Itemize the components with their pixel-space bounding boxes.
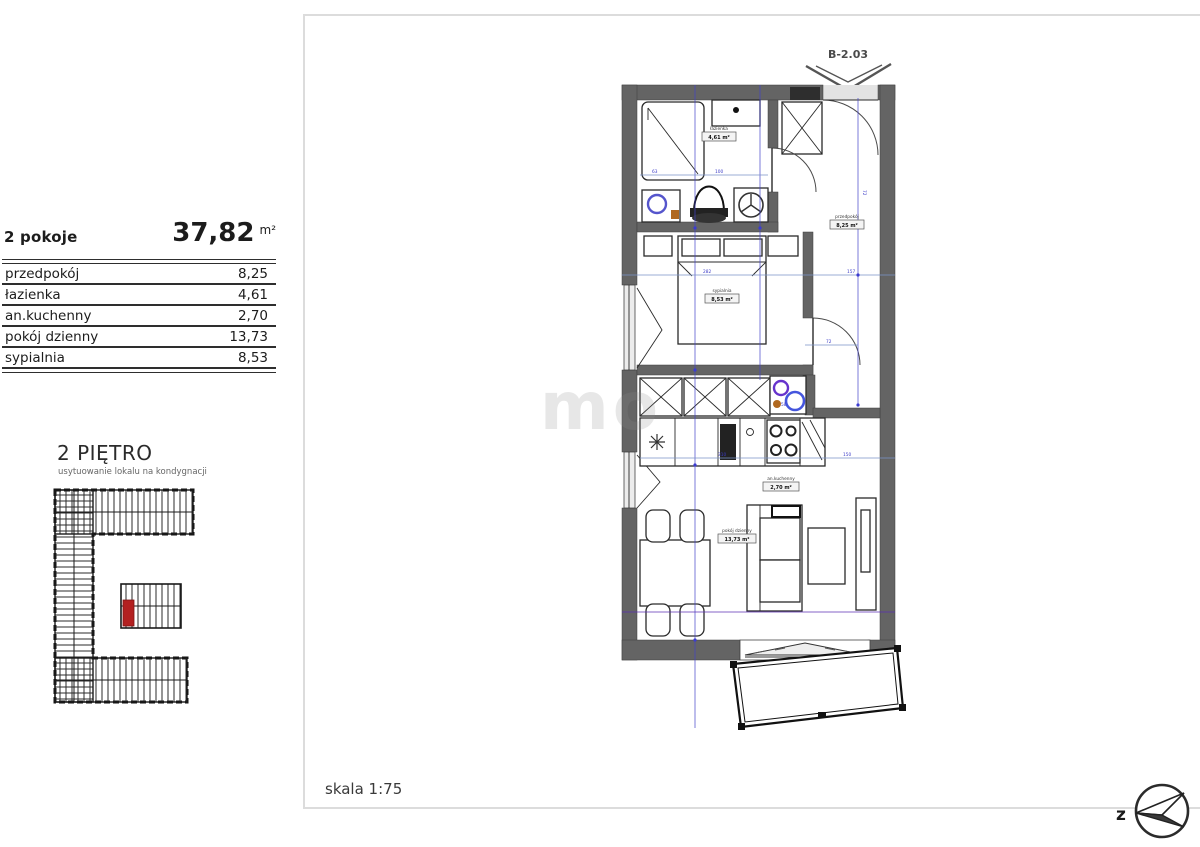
kitchen-sink-unit	[770, 376, 806, 414]
unit-number: B-2.03	[827, 48, 869, 61]
room-area: 4,61	[237, 286, 268, 303]
unit-location-marker	[123, 600, 134, 626]
table-row	[2, 348, 276, 369]
room-label-area: 13,73 m²	[724, 537, 750, 543]
washing-machine	[734, 188, 768, 222]
nightstand-right	[768, 236, 798, 256]
scale-label: skala 1:75	[325, 780, 403, 798]
dim-label: 58	[781, 403, 787, 408]
compass	[1108, 774, 1200, 847]
room-area: 8,25	[237, 265, 268, 282]
room-area: 13,73	[229, 328, 268, 345]
dim-label: 72	[861, 190, 866, 196]
sofa	[747, 505, 802, 611]
bathroom	[642, 100, 768, 223]
room-label-name: an.kuchenny	[767, 477, 795, 482]
room-label-area: 8,53 m²	[711, 297, 733, 303]
floor-title: 2 PIĘTRO	[57, 441, 153, 465]
coffee-table	[808, 528, 845, 584]
total-area-unit: m²	[259, 223, 276, 237]
entrance-door-arc	[823, 100, 878, 155]
room-name: łazienka	[5, 286, 61, 303]
room-label-area: 4,61 m²	[708, 135, 730, 141]
dim-label: 282	[703, 270, 712, 275]
room-area: 2,70	[237, 307, 268, 324]
hood-fan-icon	[649, 434, 665, 450]
room-name: sypialnia	[5, 349, 65, 366]
room-name: pokój dzienny	[5, 328, 99, 345]
floor-subtitle: usytuowanie lokalu na kondygnacji	[58, 467, 207, 477]
room-area-table-body	[2, 263, 276, 373]
unit-number-marker	[806, 48, 891, 90]
room-name: przedpokój	[5, 265, 80, 282]
compass-direction-letter: z	[1116, 805, 1126, 825]
room-label-name: przedpokój	[835, 215, 859, 220]
dim-label: 310	[718, 453, 727, 458]
rooms-count-label: 2 pokoje	[4, 228, 78, 246]
table-row	[2, 327, 276, 348]
nightstand-left	[644, 236, 672, 256]
room-label-name: pokój dzienny	[722, 529, 752, 534]
closet-row	[640, 378, 770, 416]
chair	[646, 510, 670, 542]
floor-plan	[600, 40, 960, 760]
living-room	[640, 498, 876, 636]
detached-building-block	[121, 584, 181, 628]
window-bedroom	[624, 285, 662, 370]
dim-label: 63	[652, 170, 658, 175]
table-row	[2, 306, 276, 327]
living-door-arc	[813, 318, 860, 365]
chair	[680, 510, 704, 542]
apartment-summary	[4, 220, 278, 246]
dim-label: 157	[847, 270, 856, 275]
chair	[680, 604, 704, 636]
bathroom-accessory	[671, 210, 679, 219]
table-row	[2, 264, 276, 285]
room-area-table	[2, 259, 276, 373]
room-label-area: 2,70 m²	[770, 485, 792, 491]
toilet	[690, 187, 728, 224]
watermark: mo	[540, 368, 663, 445]
room-label-name: sypialnia	[712, 289, 732, 294]
table-row	[2, 285, 276, 306]
tv-unit	[856, 498, 876, 610]
building-locator-map	[15, 486, 230, 726]
basin-drain	[733, 107, 739, 113]
total-area-value: 37,82	[172, 218, 255, 248]
dim-label: 100	[715, 170, 724, 175]
hallway	[772, 100, 878, 365]
dining-table-set	[640, 510, 710, 636]
wardrobe-hall	[782, 102, 822, 154]
shaft-block	[790, 87, 820, 100]
chair	[646, 604, 670, 636]
room-label-name: łazienka	[710, 127, 728, 132]
dim-label: 72	[826, 340, 832, 345]
room-label-area: 8,25 m²	[836, 223, 858, 229]
room-area: 8,53	[237, 349, 268, 366]
cooktop	[767, 420, 800, 463]
entrance-opening	[823, 85, 878, 100]
room-name: an.kuchenny	[5, 307, 92, 324]
dim-label: 150	[843, 453, 852, 458]
kitchen-counter	[640, 418, 825, 466]
